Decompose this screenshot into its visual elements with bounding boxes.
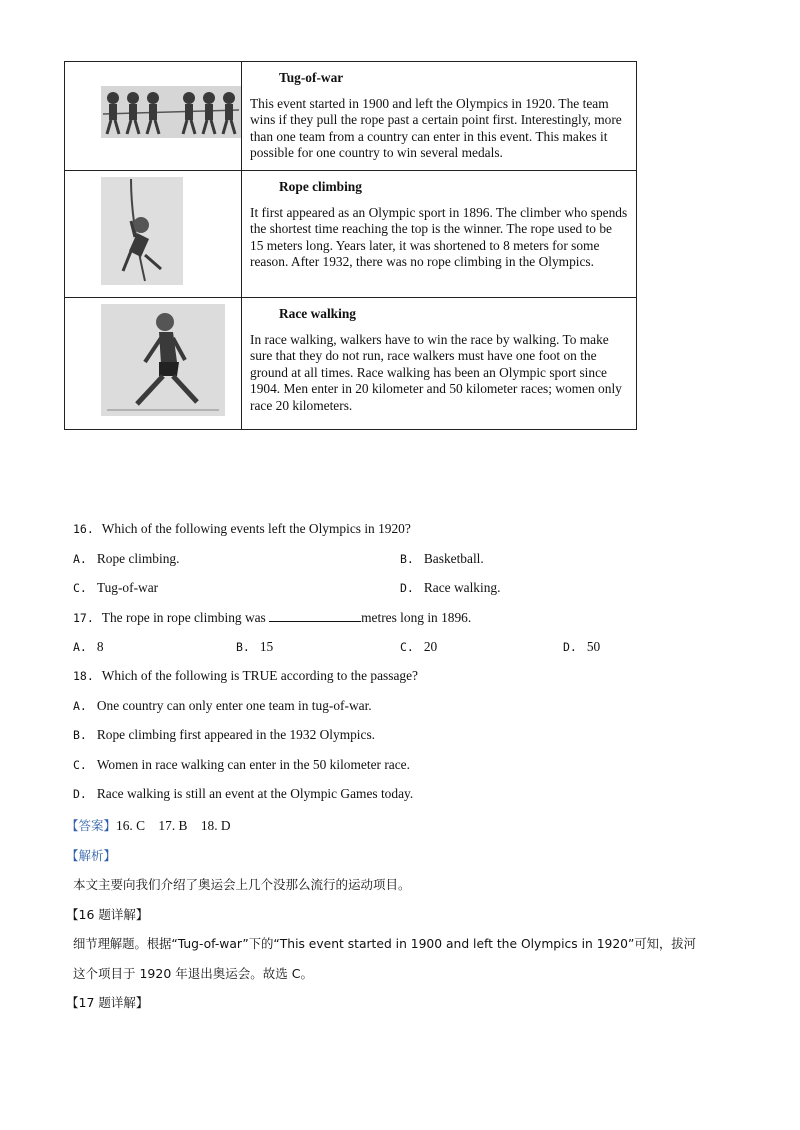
events-table [64,61,637,430]
event-row-tug-of-war [65,62,637,171]
rope-climbing-icon [101,177,183,285]
question-17 [73,609,471,626]
answer-line [66,816,231,834]
event-row-race-walking [65,297,637,429]
event-description: It first appeared as an Olympic sport in 1896. The climber who spends the shortest time reaching the top is the winner. The rope used to be 15 meters long. Years later, it was shortened to 8 meters for some reason. After 1932, there was no rope climbing in the Olympics. [250,204,628,270]
event-image-cell [65,62,242,171]
race-walking-icon [101,304,225,416]
question-text: Which of the following events left the Olympics in 1920? [101,521,411,536]
answer-blank [269,609,361,622]
option-17d[interactable]: D. 50 [563,639,601,654]
option-17b[interactable]: B. 15 [236,639,274,654]
answer-text: 16. C 17. B 18. D [116,818,231,833]
question-number: 17. [73,611,94,625]
event-image-cell [65,170,242,297]
analysis-label: 【解析】 [66,848,117,863]
option-16c[interactable]: C. Tug-of-war [73,580,159,595]
question-text-after: metres long in 1896. [361,610,472,625]
detail-17-label: 【17 题详解】 [66,995,149,1010]
event-title: Tug-of-war [279,70,344,85]
event-description: In race walking, walkers have to win the race by walking. To make sure that they do not run, race walkers must have one foot on the ground at all times. Race walking has been an Olympic sport since 1904. Men enter in 20 kilometer and 50 kilometer races; women only race 20 kilometers. [250,331,622,413]
analysis-intro: 本文主要向我们介绍了奥运会上几个没那么流行的运动项目。 [73,877,411,892]
option-17a[interactable]: A. 8 [73,639,104,654]
option-18d[interactable]: D. Race walking is still an event at the Olympic Games today. [73,786,414,801]
answer-label: 【答案】 [66,818,117,833]
event-title: Race walking [279,305,356,321]
event-description: This event started in 1900 and left the Olympics in 1920. The team wins if they pull the rope past a certain point first. Interestingly, more than one team from a country can enter in this event. This makes it possible for one country to win several medals. [250,95,622,161]
option-17c[interactable]: C. 20 [400,639,438,654]
detail-16-line-2: 这个项目于 1920 年退出奥运会。故选 C。 [73,966,313,981]
option-18b[interactable]: B. Rope climbing first appeared in the 1932 Olympics. [73,727,376,742]
tug-of-war-icon [101,86,241,138]
option-16d[interactable]: D. Race walking. [400,580,501,595]
option-16b[interactable]: B. Basketball. [400,551,484,566]
event-row-rope-climbing [65,170,637,297]
question-text: Which of the following is TRUE according to the passage? [101,668,418,683]
question-18 [73,668,418,684]
event-title: Rope climbing [279,178,362,194]
event-text-cell [242,170,637,297]
option-16a[interactable]: A. Rope climbing. [73,551,180,566]
event-text-cell [242,62,637,171]
question-text-before: The rope in rope climbing was [101,610,266,625]
event-text-cell [242,297,637,429]
option-18a[interactable]: A. One country can only enter one team in tug-of-war. [73,698,372,713]
question-16 [73,521,411,537]
detail-16-line-1: 细节理解题。根据“Tug-of-war”下的“This event started in 1900 and left the Olympics in 1920”可知，拔河 [73,937,696,951]
detail-16-label: 【16 题详解】 [66,907,149,922]
event-image-cell [65,297,242,429]
question-number: 18. [73,669,94,683]
question-number: 16. [73,522,94,536]
option-18c[interactable]: C. Women in race walking can enter in the 50 kilometer race. [73,757,410,772]
